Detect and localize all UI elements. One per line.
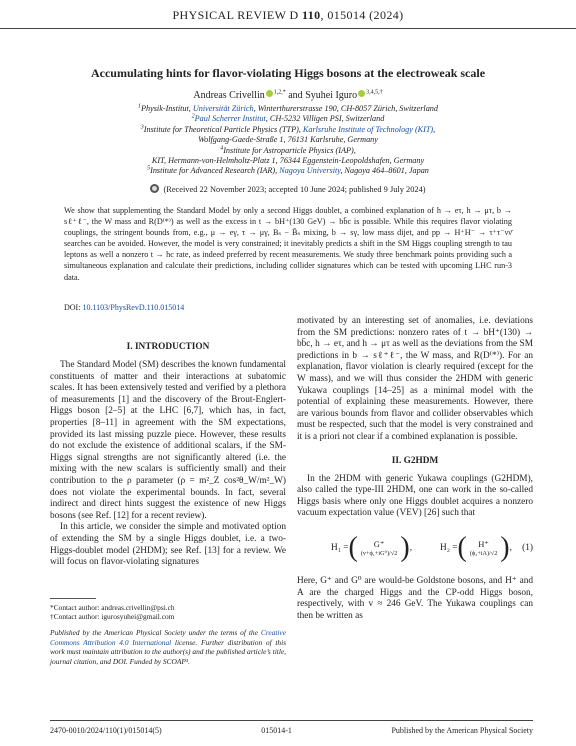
footnote: †Contact author: igurosyuhei@gmail.com [50,612,175,622]
page-number: 015014-1 [261,726,292,735]
section-heading: II. G2HDM [391,455,439,466]
affiliation-link[interactable]: Paul Scherrer Institut [194,114,266,124]
journal-volume: 110 [301,8,321,22]
received-dates: (Received 22 November 2023; accepted 10 June 2024; published 9 July 2024) [30,184,546,194]
affiliation-line: Wolfgang-Gaede-Straße 1, 76131 Karlsruhe, Germany [198,135,378,145]
footer-issn: 2470-0010/2024/110(1)/015014(5) [50,726,162,735]
footnote-rule [50,598,96,599]
license-note: Published by the American Physical Society under the terms of the Creative Commons Attribution 4.0 International license. Further distribution of this work must maintain attribution to the author(s) and the published article’s title, journal citation, and DOI. Funded by SCOAP³. [50,628,286,666]
affiliation-line: $^2$Paul Scherrer Institut, CH-5232 Villigen PSI, Switzerland [191,113,385,124]
check-for-updates-icon[interactable] [150,184,159,193]
abstract: We show that supplementing the Standard Model by only a second Higgs doublet, a combined explanation of h → eτ, h → μτ, b → sℓ⁺ℓ⁻, the W mass and R(D⁽*⁾) as well as the excess in t → bH⁺(130 GeV) → bb̄c is possible. While this requires flavor violating couplings, the stringent bounds from, e.g., μ → eγ, τ → μγ, Bₛ − B̄ₛ mixing, b → sγ, low mass dijet, and pp → H⁺H⁻ → τ⁺τ⁻νν̄ searches can be avoided. However, the model is very constrained; it inevitably predicts a shift in the SM Higgs coupling strength to tau leptons as well a nonzero t → hc rate, as indeed preferred by recent measurements. We study three benchmark points providing such a simultaneous explanation and calculate their predictions, including collider signatures which can be tested with upcoming LHC run-3 data. [64,206,512,282]
paper-title: Accumulating hints for flavor-violating Higgs bosons at the electroweak scale [90,66,486,80]
affiliations [30,104,546,177]
right-column [297,316,533,622]
footer-publisher: Published by the American Physical Society [391,726,533,735]
affiliation-line: KIT, Hermann-von-Helmholtz-Platz 1, 76344 Eggenstein-Leopoldshafen, Germany [151,156,425,166]
author-list: Andreas Crivellin $^{1,2,*}$ and Syuhei Iguro $^{3,4,5,\dagger}$ [193,89,383,101]
left-column [50,342,286,569]
journal-header [0,8,576,29]
paragraph: Here, G⁺ and G⁰ are would-be Goldstone bosons, and H⁺ and A are the charged Higgs and the CP-odd Higgs boson, respectively, with v ≈ 246 GeV. The Yukawa couplings can then be written as [297,575,533,621]
equation-number: (1) [522,542,533,553]
journal-name: PHYSICAL REVIEW D [172,8,299,22]
license-link[interactable]: Creative Commons Attribution 4.0 International [50,628,286,647]
doi-line: DOI: 10.1103/PhysRevD.110.015014 [64,303,185,312]
author-name[interactable]: Syuhei Iguro [305,90,358,101]
affiliation-line: $^4$Institute for Astroparticle Physics (IAP), [220,144,356,155]
paragraph: The Standard Model (SM) describes the known fundamental constituents of matter and their interactions at subatomic scales. It has been extensively tested and verified by a plethora of measurements [1] and the discovery of the Brout-Englert-Higgs boson [2–5] at the LHC [6,7], which has, in fact, properties [8–11] in agreement with the SM expectations, provided its last missing puzzle piece. However, these results do not exclude the existence of additional scalars, if the SM-Higgs signal strengths are not significantly altered (i.e. the mixing with the new scalars is sufficiently small) and their contribution to the ρ parameter (ρ = m²_Z cos²θ_W/m²_W) does not violate the experimental bounds. In fact, several indirect and direct hints suggest the existence of new Higgs bosons (see Ref. [12] for a recent review). [50,360,286,521]
affiliation-link[interactable]: Karlsruhe Institute of Technology (KIT) [302,124,434,134]
affiliation-link[interactable]: Nagoya University [279,166,341,176]
equation-1: H₁ = ( G⁺ (v+ϕ₁+iG⁰)/√2 ) , H₂ = ( H⁺ (ϕ₂+iA)/√2 ) , (1) [331,531,533,563]
author-name[interactable]: Andreas Crivellin [193,90,265,101]
paragraph: In this article, we consider the simple and motivated option of extending the SM by a single Higgs doublet, i.e. a two-Higgs-doublet model (2HDM); see Ref. [13] for a review. We will focus on flavor-violating signatures [50,522,286,568]
orcid-icon[interactable] [266,90,273,97]
article-number: , 015014 (2024) [320,8,404,22]
paragraph: In the 2HDM with generic Yukawa couplings (G2HDM), also called the type-III 2HDM, one can work in the so-called Higgs basis where only one Higgs doublet acquires a nonzero vacuum expectation value (VEV) [26] such that [297,473,533,519]
footnote: *Contact author: andreas.crivellin@psi.ch [50,603,175,612]
affiliation-line: $^1$Physik-Institut, Universität Zürich, Winterthurerstrasse 190, CH-8057 Zürich, Switzerland [138,103,438,113]
section-heading: I. INTRODUCTION [126,342,210,352]
footnotes [50,598,286,622]
paragraph: motivated by an interesting set of anomalies, i.e. deviations from the SM predictions: nonzero rates of t → bH⁺(130) → bb̄c, h → eτ, and h → μτ as well as the deviations from the SM predictions in b → sℓ⁺ℓ⁻, the W mass, and R(D⁽*⁾). For an explanation, flavor violation is clearly required (except for the W mass), and we will thus consider the 2HDM with generic Yukawa couplings [14–25] as a minimal model with the potential of explaining these measurements. However, there are various bounds from flavor and collider observables which must be respected, such that the model is very constrained and it is a priori not clear if a combined explanation is possible. [297,316,533,442]
affiliation-link[interactable]: Universität Zürich [192,104,254,113]
orcid-icon[interactable] [358,90,365,97]
doi-link[interactable]: 10.1103/PhysRevD.110.015014 [82,303,185,312]
affiliation-line: $^3$Institute for Theoretical Particle Physics (TTP), Karlsruhe Institute of Technology (KIT), [140,124,436,134]
affiliation-line: $^5$Institute for Advanced Research (IAR), Nagoya University, Nagoya 464–8601, Japan [147,165,429,176]
page-footer [50,720,533,735]
